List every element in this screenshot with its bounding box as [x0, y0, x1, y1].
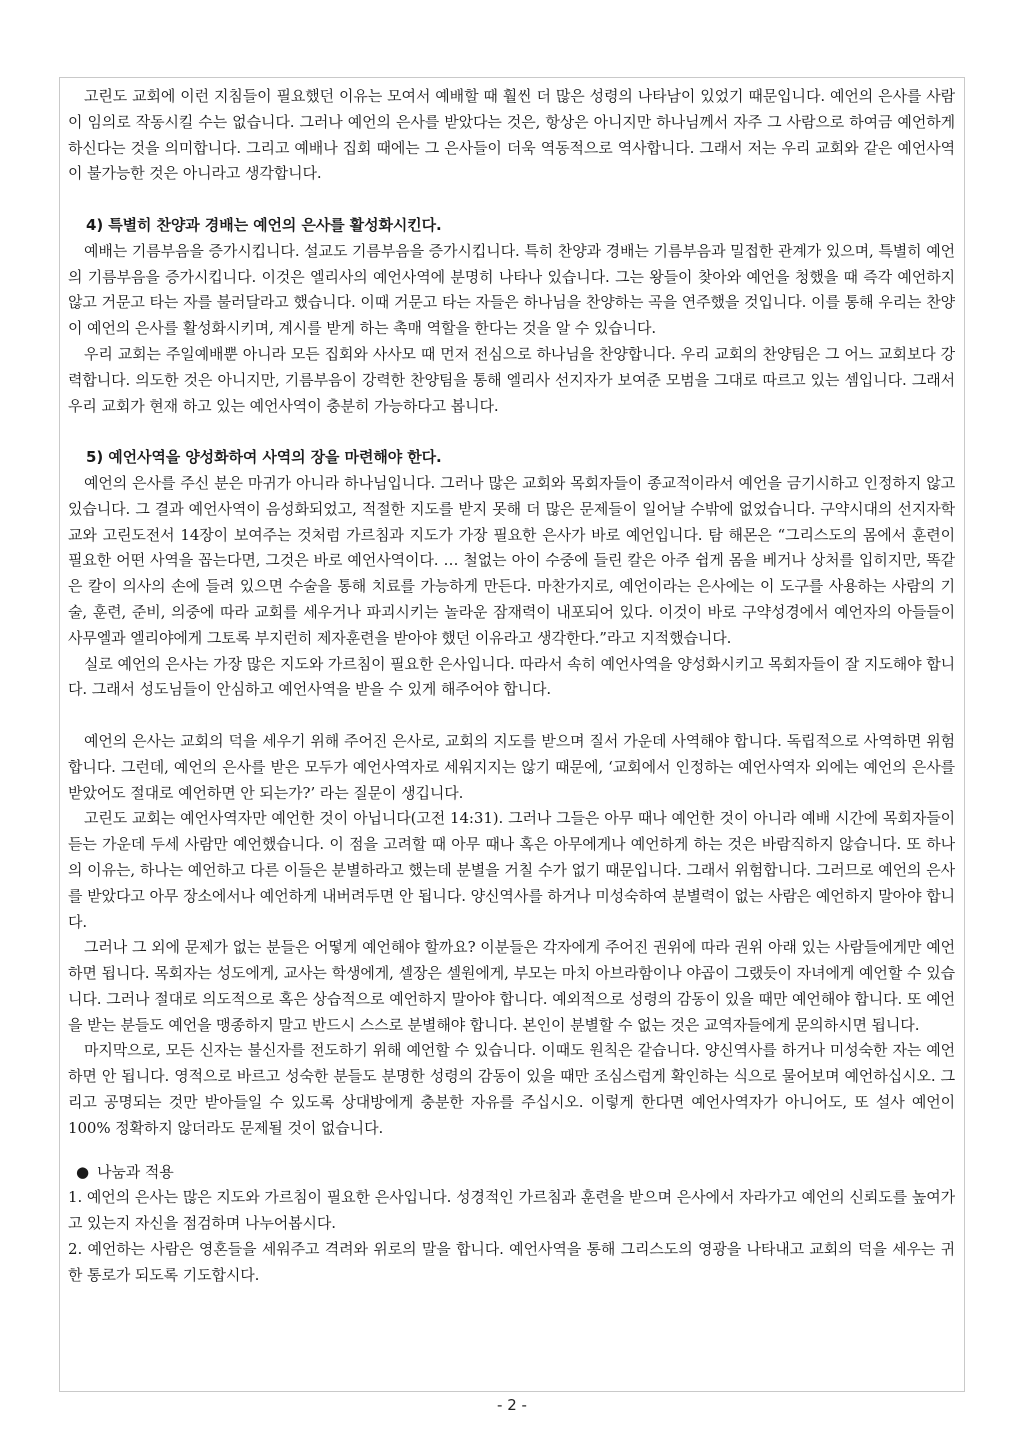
- conclusion-paragraph-1: 예언의 은사는 교회의 덕을 세우기 위해 주어진 은사로, 교회의 지도를 받으며 질서 가운데 사역해야 합니다. 독립적으로 사역하면 위험합니다. 그런데, 예언의 은사를 받은 모두가 예언사역자로 세워지지는 않기 때문에, ‘교회에서 인정하는 예언사역자 외에는 예언의 은사를 받았어도 절대로 예언하면 안 되는가?’ 라는 질문이 생깁니다.: [68, 731, 955, 802]
- page-number: - 2 -: [497, 1396, 527, 1414]
- conclusion-paragraph-4: 마지막으로, 모든 신자는 불신자를 전도하기 위해 예언할 수 있습니다. 이때도 원칙은 같습니다. 양신역사를 하거나 미성숙한 자는 예언하면 안 됩니다. 영적으로 바르고 성숙한 분들도 분명한 성령의 감동이 있을 때만 조심스럽게 확인하는 식으로 물어보며 예언하십시오. 그리고 공명되는 것만 받아들일 수 있도록 상대방에게 충분한 자유를 주십시오. 이렇게 한다면 예언사역자가 아니어도, 또 설사 예언이 100% 정확하지 않더라도 문제될 것이 없습니다.: [68, 1041, 955, 1137]
- conclusion-paragraph-3: 그러나 그 외에 문제가 없는 분들은 어떻게 예언해야 할까요? 이분들은 각자에게 주어진 권위에 따라 권위 아래 있는 사람들에게만 예언하면 됩니다. 목회자는 성도에게, 교사는 학생에게, 셀장은 셀원에게, 부모는 마치 아브라함이나 야곱이 그랬듯이 자녀에게 예언할 수 있습니다. 그러나 절대로 의도적으로 혹은 상습적으로 예언하지 말아야 합니다. 예외적으로 성령의 감동이 있을 때만 예언해야 합니다. 또 예언을 받는 분들도 예언을 맹종하지 말고 반드시 스스로 분별해야 합니다. 본인이 분별할 수 없는 것은 교역자들에게 문의하시면 됩니다.: [68, 938, 955, 1034]
- section-4-paragraph-2: 우리 교회는 주일예배뿐 아니라 모든 집회와 사사모 때 먼저 전심으로 하나님을 찬양합니다. 우리 교회의 찬양팀은 그 어느 교회보다 강력합니다. 의도한 것은 아니지만, 기름부음이 강력한 찬양팀을 통해 엘리사 선지자가 보여준 모범을 그대로 따르고 있는 셈입니다. 그래서 우리 교회가 현재 하고 있는 예언사역이 충분히 가능하다고 봅니다.: [68, 344, 955, 415]
- bullet-icon: ●: [76, 1162, 89, 1181]
- section-5-heading: 5) 예언사역을 양성화하여 사역의 장을 마련해야 한다.: [86, 448, 442, 467]
- conclusion-paragraph-2: 고린도 교회는 예언사역자만 예언한 것이 아닙니다(고전 14:31). 그러나 그들은 아무 때나 예언한 것이 아니라 예배 시간에 목회자들이 듣는 가운데 두세 사람만 예언했습니다. 이 점을 고려할 때 아무 때나 혹은 아무에게나 예언하게 하는 것은 바람직하지 않습니다. 또 하나의 이유는, 하나는 예언하고 다른 이들은 분별하라고 했는데 분별을 거칠 수가 없기 때문입니다. 그래서 위험합니다. 그러므로 예언의 은사를 받았다고 아무 장소에서나 예언하게 내버려두면 안 됩니다. 양신역사를 하거나 미성숙하여 분별력이 없는 사람은 예언하지 말아야 합니다.: [68, 809, 955, 931]
- sharing-heading: [68, 1160, 955, 1186]
- section-5-paragraph-2: 실로 예언의 은사는 가장 많은 지도와 가르침이 필요한 은사입니다. 따라서 속히 예언사역을 양성화시키고 목회자들이 잘 지도해야 합니다. 그래서 성도님들이 안심하고 예언사역을 받을 수 있게 해주어야 합니다.: [68, 654, 955, 699]
- sharing-heading-text: 나눔과 적용: [97, 1162, 174, 1181]
- section-5-paragraph-1: 예언의 은사를 주신 분은 마귀가 아니라 하나님입니다. 그러나 많은 교회와 목회자들이 종교적이라서 예언을 금기시하고 인정하지 않고 있습니다. 그 결과 예언사역이 음성화되었고, 적절한 지도를 받지 못해 더 많은 문제들이 일어날 수밖에 없었습니다. 구약시대의 선지자학교와 고린도전서 14장이 보여주는 것처럼 가르침과 지도가 가장 필요한 은사가 바로 예언입니다. 탐 해몬은 “그리스도의 몸에서 훈련이 필요한 어떤 사역을 꼽는다면, 그것은 바로 예언사역이다. … 철없는 아이 수중에 들린 칼은 아주 쉽게 몸을 베거나 상처를 입히지만, 똑같은 칼이 의사의 손에 들려 있으면 수술을 통해 치료를 가능하게 만든다. 마찬가지로, 예언이라는 은사에는 이 도구를 사용하는 사람의 기술, 훈련, 준비, 의중에 따라 교회를 세우거나 파괴시키는 놀라운 잠재력이 내포되어 있다. 이것이 바로 구약성경에서 예언자의 아들들이 사무엘과 엘리야에게 그토록 부지런히 제자훈련을 받아야 했던 이유라고 생각한다.”라고 지적했습니다.: [68, 473, 955, 647]
- section-4-paragraph-1: 예배는 기름부음을 증가시킵니다. 설교도 기름부음을 증가시킵니다. 특히 찬양과 경배는 기름부음과 밀접한 관계가 있으며, 특별히 예언의 기름부음을 증가시킵니다. 이것은 엘리사의 예언사역에 분명히 나타나 있습니다. 그는 왕들이 찾아와 예언을 청했을 때 즉각 예언하지 않고 거문고 타는 자를 불러달라고 했습니다. 이때 거문고 타는 자들은 하나님을 찬양하는 곡을 연주했을 것입니다. 이를 통해 우리는 찬양이 예언의 은사를 활성화시키며, 계시를 받게 하는 촉매 역할을 한다는 것을 알 수 있습니다.: [68, 241, 955, 338]
- intro-paragraph: 고린도 교회에 이런 지침들이 필요했던 이유는 모여서 예배할 때 훨씬 더 많은 성령의 나타남이 있었기 때문입니다. 예언의 은사를 사람이 임의로 작동시킬 수는 없습니다. 그러나 예언의 은사를 받았다는 것은, 항상은 아니지만 하나님께서 자주 그 사람으로 하여금 예언하게 하신다는 것을 의미합니다. 그리고 예배나 집회 때에는 그 은사들이 더욱 역동적으로 역사합니다. 그래서 저는 우리 교회와 같은 예언사역이 불가능한 것은 아니라고 생각합니다.: [68, 87, 955, 183]
- page-content: [68, 84, 955, 1289]
- sharing-item-2: 2. 예언하는 사람은 영혼들을 세워주고 격려와 위로의 말을 합니다. 예언사역을 통해 그리스도의 영광을 나타내고 교회의 덕을 세우는 귀한 통로가 되도록 기도합시다.: [68, 1240, 955, 1284]
- sharing-item-1: 1. 예언의 은사는 많은 지도와 가르침이 필요한 은사입니다. 성경적인 가르침과 훈련을 받으며 은사에서 자라가고 예언의 신뢰도를 높여가고 있는지 자신을 점검하며 나누어봅시다.: [68, 1188, 955, 1233]
- section-4-heading: 4) 특별히 찬양과 경배는 예언의 은사를 활성화시킨다.: [86, 215, 442, 234]
- sharing-list: [68, 1185, 955, 1288]
